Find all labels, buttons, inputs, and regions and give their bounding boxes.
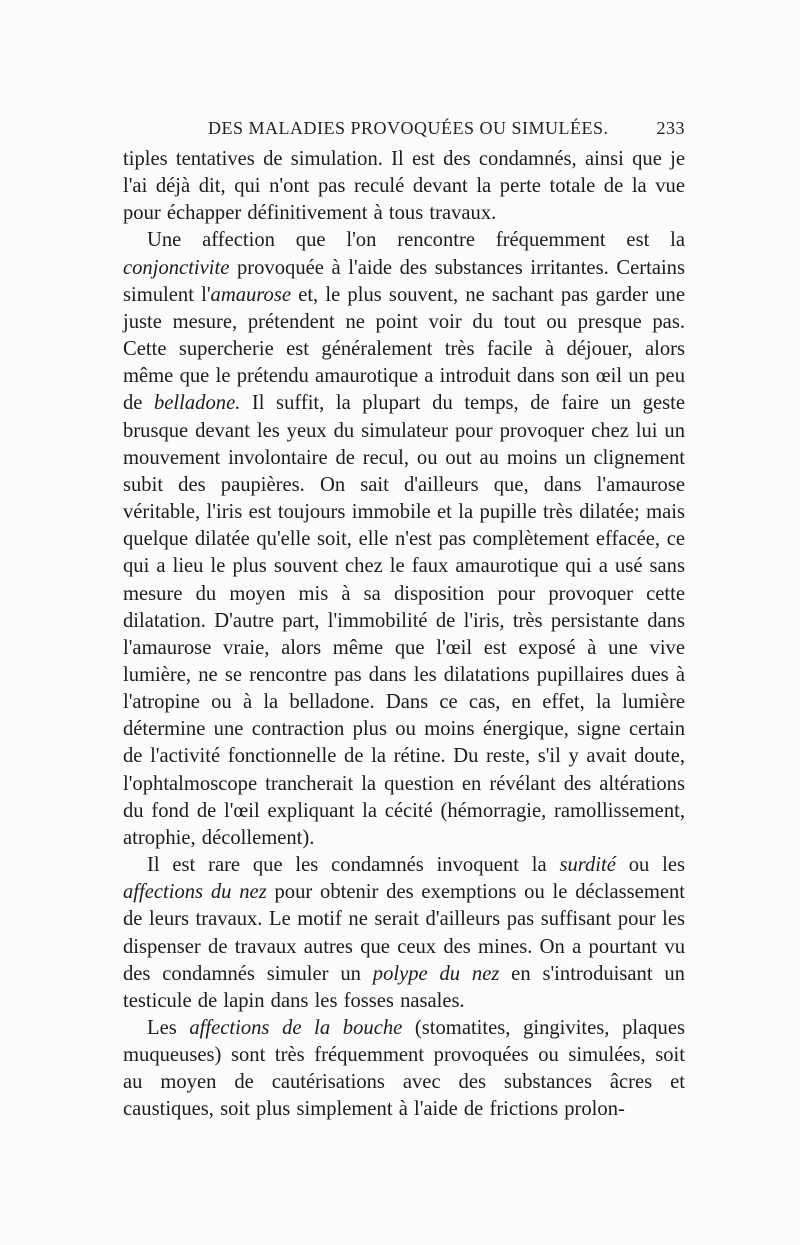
text-run: ou les [615,854,685,877]
text-run: en s'introduisant un testicule de lapin dans les fosses nasales. [123,962,685,1012]
body-text [123,146,685,1124]
text-run: provoquée à l'aide des substances irritantes. Certains simulent l' [123,256,685,306]
italic-term-surdite: surdité [559,854,616,877]
italic-term-affections-de-la-bouche: affections de la bouche [189,1017,403,1039]
italic-term-polype-du-nez: polype du nez [372,962,500,985]
text-run: Il suffit, la plupart du temps, de faire un geste brusque devant les yeux du simulateur pour provoquer chez lui un mouvement involontaire de recul, ou out au moins un clignement subit des paupières. On sait d'ailleurs que, dans l'amaurose véritable, l'iris est toujours immobile et la pupille très dilatée; mais quelque dilatée qu'elle soit, elle n'est pas complètement effacée, ce qui a lieu le plus souvent chez le faux amaurotique qui a usé sans mesure du moyen mis à sa disposition pour provoquer cette dilatation. D'autre part, l'immobilité de l'iris, très persistante dans l'amaurose vraie, alors même que l'œil est exposé à une vive lumière, ne se rencontre pas dans les dilatations pupillaires dues à l'atropine ou à la belladone. Dans ce cas, en effet, la lumière détermine une contraction plus ou moins énergique, signe certain de l'activité fonctionnelle de la rétine. Du reste, s'il y avait doute, l'ophtalmoscope trancherait la question en révélant des altérations du fond de l'œil expliquant la cécité (hémorragie, ramollissement, atrophie, décollement). [123,392,685,849]
italic-term-affections-du-nez: affections du nez [123,881,267,904]
paragraph-2 [123,227,685,852]
italic-term-amaurose: amaurose [210,283,292,306]
paragraph-3 [123,852,685,1015]
text-run: et, le plus souvent, ne sachant pas garder une juste mesure, prétendent ne point voir du tout ou presque pas. Cette supercherie est généralement très facile à déjouer, alors même que le prétendu amaurotique a introduit dans son œil un peu de [123,283,685,415]
running-title: DES MALADIES PROVOQUÉES OU SIMULÉES. [208,118,609,138]
book-page [123,110,685,1124]
text-run: (stomatites, gingivites, plaques muqueuses) sont très fréquemment provoquées ou simulées, soit au moyen de cautérisations avec des substances âcres et caustiques, soit plus simplement à l'aide de frictions prolon- [123,1017,685,1121]
text-run: Les [147,1017,190,1039]
page-number: 233 [656,118,685,138]
paragraph-1 [123,146,685,227]
text-run: pour obtenir des exemptions ou le déclassement de leurs travaux. Le motif ne serait d'ailleurs pas suffisant pour les dispenser de travaux autres que ceux des mines. On a pourtant vu des condamnés simuler un [123,881,685,985]
text-run: Une affection que l'on rencontre fréquemment est la [147,229,685,252]
running-head [123,110,685,146]
text-run: Il est rare que les condamnés invoquent la [147,854,560,877]
italic-term-belladone: belladone. [154,392,241,415]
text-run: tiples tentatives de simulation. Il est des condamnés, ainsi que je l'ai déjà dit, qui n'ont pas reculé devant la perte totale de la vue pour échapper définitivement à tous travaux. [123,148,685,225]
paragraph-4 [123,1015,685,1124]
italic-term-conjonctivite: conjonctivite [123,256,230,279]
